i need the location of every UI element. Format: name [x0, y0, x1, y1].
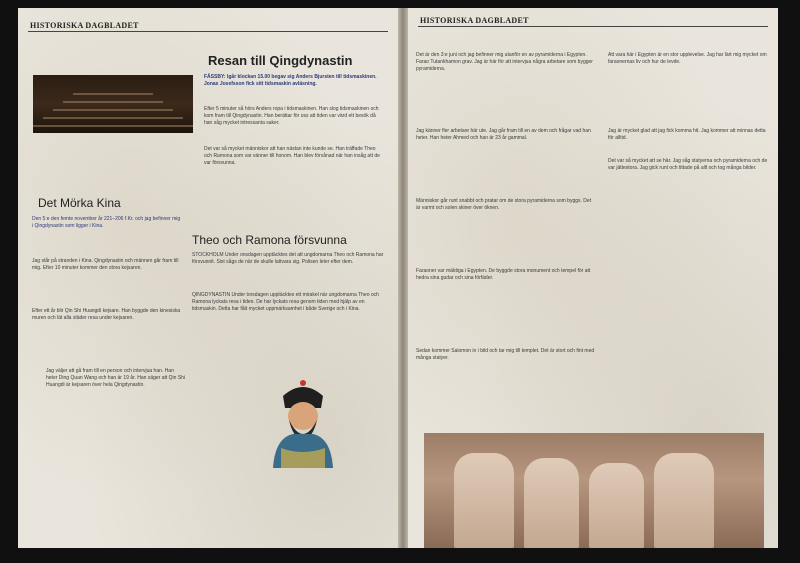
masthead-rule: [28, 31, 388, 32]
article-body-kina-3: Efter ett år blir Qin Shi Huangdi kejsare. Han byggde den kinesiska muren och lät alla städer resa under kejsaren.: [32, 308, 181, 321]
article-body-theo-1: STOCKHOLM Under onsdagen upptäcktes det att ungdomarna Theo och Ramona har försvunnit. Sist sågs de när de skulle lattvara sig. Polisen leter efter dem.: [192, 252, 384, 265]
right-col1-p1: Det är den 3:e juni och jag befinner mig utanför en av pyramiderna i Egypten. Farao Tutankhamon grav. Jag är här för att intervjua några arbetare som bygger pyramiderna.: [416, 52, 593, 72]
right-col1-p5: Sedan kommer Salomon in i bild och tar mig till templet. Det är stort och fint med många statyer.: [416, 348, 595, 361]
article-body-kina-2: Jag står på stranden i Kina. Qingdynastin och männen går fram till mig. Efter 10 minuter kommer den stora kejsaren.: [32, 258, 179, 271]
book-gutter: [398, 8, 408, 548]
emperor-illustration: [263, 378, 343, 468]
right-col2-p1: Att vara här i Egypten är en stor upplevelse. Jag har lärt mig mycket om faraonernas liv och hur de levde.: [608, 52, 767, 65]
right-page: [408, 8, 778, 548]
right-col1-p3: Människor går runt snabbt och pratar om de stora pyramiderna som byggs. Det är varmt och solen skiner över öknen.: [416, 198, 592, 211]
right-col2-p3: Det var så mycket att se här. Jag såg statyerna och pyramiderna och de var jättestora. Jag gick runt och tittade på allt och tog många bilder.: [608, 158, 768, 171]
masthead-rule-right: [418, 26, 768, 27]
right-col1-p2: Jag känner fler arbetare här ute. Jag går fram till en av dem och frågar vad han heter. Han heter Ahmed och han är 23 år gammal.: [416, 128, 591, 141]
right-col1-p4: Faraoner var mäktiga i Egypten. De byggde stora monument och tempel för att hedra sina gudar och sina förfäder.: [416, 268, 591, 281]
article-body-kina-1: Den 5:e den femte november år 221–206 f.Kr. och jag befinner mig i Qingdynastin som ligger i Kina.: [32, 216, 181, 229]
article-title-resan: Resan till Qingdynastin: [208, 53, 353, 68]
article-lead-resan: FÄSSBY: Igår klockan 15.00 begav sig Anders Bjursten till tidsmaskinen. Jonas Josefsson fick sitt tidsmaskin avläsning.: [204, 74, 377, 87]
temple-statues-image: [424, 433, 764, 548]
article-body-kina-4: Jag väljer att gå fram till en person och intervjua han. Han heter Ding Quan Wang och han är 19 år. Han säger att Qin Shi Huangdi är kejsaren över hela Qingdynastin.: [46, 368, 186, 388]
left-page: [18, 8, 398, 548]
article-title-morka-kina: Det Mörka Kina: [38, 196, 121, 210]
article-body-resan-2: Det var så mycket människor att han nästan inte kunde se. Han träffade Theo och Ramona som var vänner till honom. Han blev förvånad när han insåg att de var försvunna.: [204, 146, 380, 166]
masthead-left: HISTORISKA DAGBLADET: [30, 21, 139, 30]
right-col2-p2: Jag är mycket glad att jag fick komma hit. Jag kommer att minnas detta för alltid.: [608, 128, 766, 141]
masthead-right: HISTORISKA DAGBLADET: [420, 16, 529, 25]
article-body-resan-1: Efter 5 minuter så hörs Anders ropa i tidsmaskinen. Han slog tidsmaskinen och kom fram till Qingdynastin. Han berättar för oss att tiden var värd ett besök då han såg mycket intressanta saker.: [204, 106, 379, 126]
article-title-theo-ramona: Theo och Ramona försvunna: [192, 233, 347, 247]
article-body-theo-2: QINGDYNASTIN Under torsdagen upptäcktes ett mirakel när ungdomarna Theo och Ramona lyckats resa i tiden. De har lyckats resa genom tiden med hjälp av en tidsmaskin. Detta har fått mycket uppmärksamhet i både Sverige och i Kina.: [192, 292, 379, 312]
tomb-image: [33, 75, 193, 133]
